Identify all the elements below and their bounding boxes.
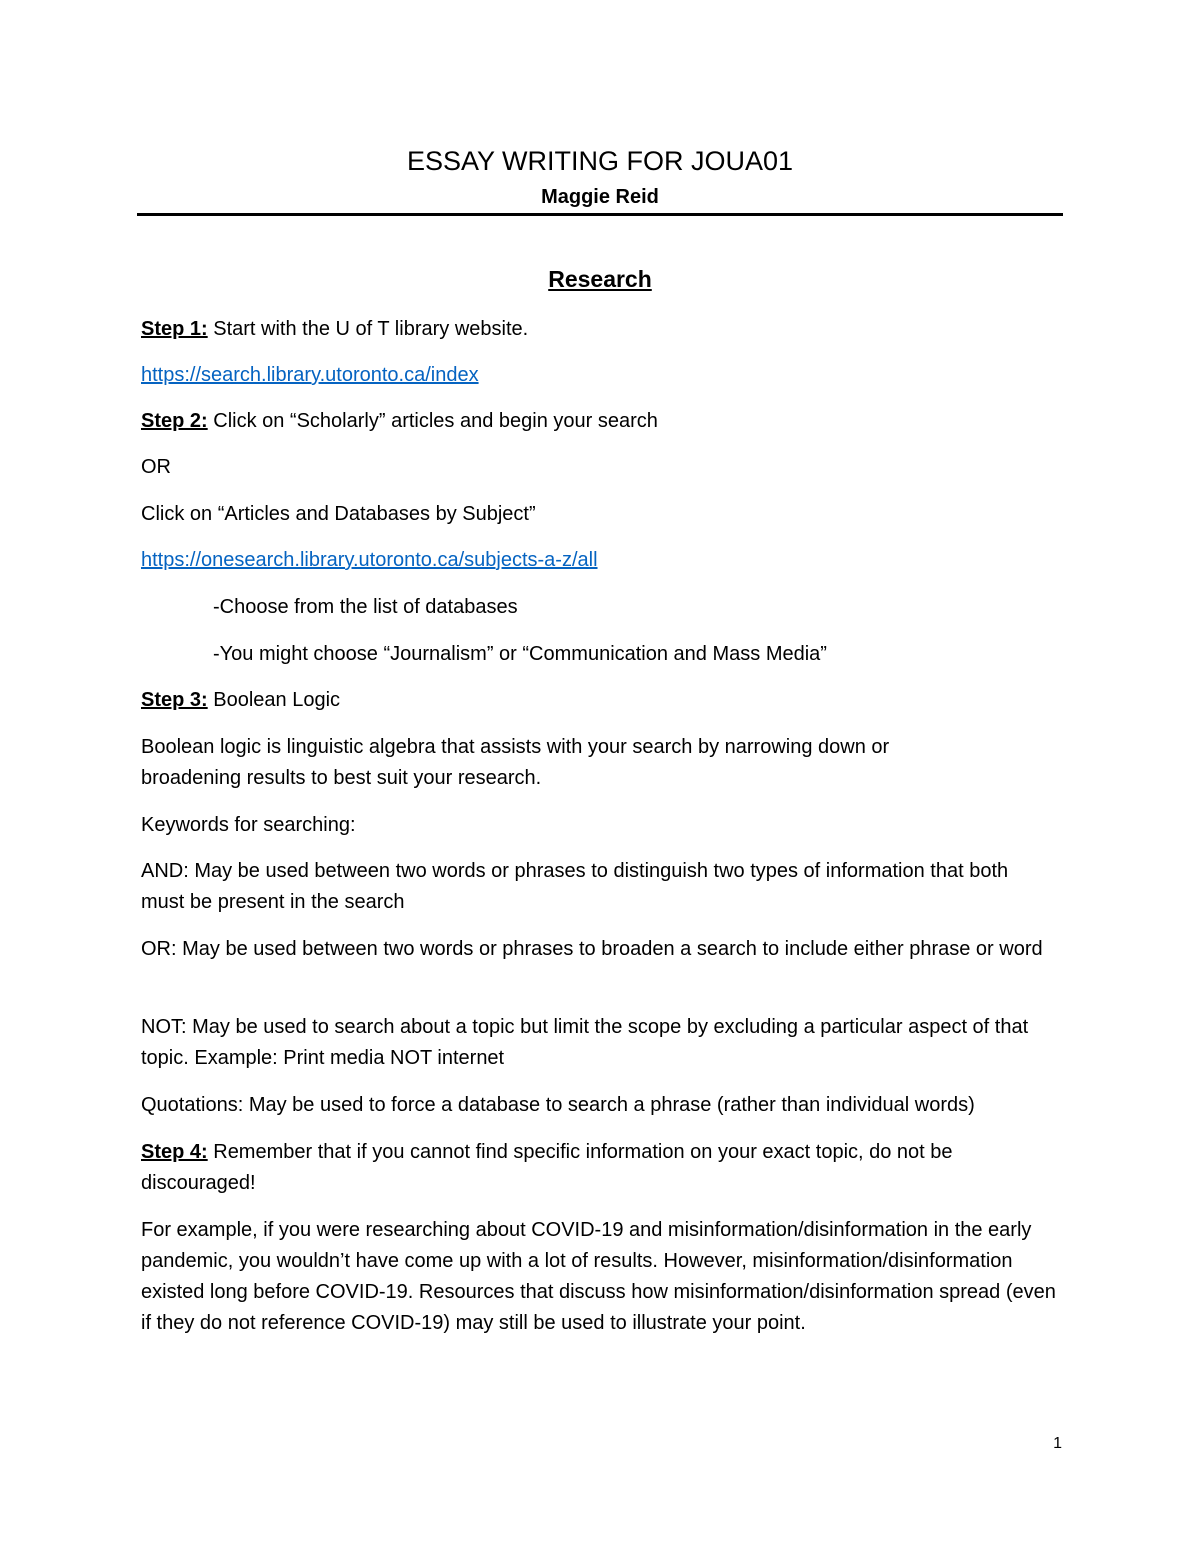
quotations-description: Quotations: May be used to force a database to search a phrase (rather than individual words) [141, 1094, 975, 1116]
or-description: OR: May be used between two words or phrases to broaden a search to include either phrase or word [141, 938, 1043, 960]
link-paragraph-2 [141, 545, 1066, 576]
header-divider [137, 213, 1063, 216]
example-paragraph: For example, if you were researching about COVID-19 and misinformation/disinformation in the early pandemic, you wouldn’t have come up with a lot of results. However, misinformation/disinformation existed long before COVID-19. Resources that discuss how misinformation/disinformation spread (even if they do not reference COVID-19) may still be used to illustrate your point. [141, 1219, 1056, 1334]
document-title: ESSAY WRITING FOR JOUA01 [406, 146, 794, 176]
author-name: Maggie Reid [541, 186, 659, 208]
section-heading-research: Research [548, 266, 652, 292]
choose-list-item: -Choose from the list of databases [213, 596, 518, 618]
step3-paragraph [141, 685, 1066, 716]
page-number: 1 [1053, 1435, 1062, 1452]
step3-label: Step 3: [141, 689, 208, 711]
might-choose-item: -You might choose “Journalism” or “Communication and Mass Media” [213, 643, 827, 665]
step2-text: Click on “Scholarly” articles and begin your search [207, 410, 658, 432]
step4-label: Step 4: [141, 1141, 208, 1163]
step1-label: Step 1: [141, 318, 208, 340]
subjects-az-link[interactable]: https://onesearch.library.utoronto.ca/subjects-a-z/all [141, 549, 598, 571]
step1-paragraph [141, 314, 1066, 345]
step4-paragraph [141, 1137, 1051, 1199]
keywords-label: Keywords for searching: [141, 814, 356, 836]
link-paragraph-1 [141, 360, 1066, 391]
or-paragraph: OR [141, 456, 171, 478]
click-articles-paragraph: Click on “Articles and Databases by Subject” [141, 503, 536, 525]
step2-paragraph [141, 406, 1066, 437]
step3-text: Boolean Logic [207, 689, 341, 711]
step1-text: Start with the U of T library website. [207, 318, 529, 340]
step2-label: Step 2: [141, 410, 208, 432]
not-description: NOT: May be used to search about a topic but limit the scope by excluding a particular aspect of that topic. Example: Print media NOT internet [141, 1016, 1029, 1069]
and-description: AND: May be used between two words or phrases to distinguish two types of information that both must be present in the search [141, 860, 1009, 913]
boolean-description: Boolean logic is linguistic algebra that assists with your search by narrowing down or broadening results to best suit your research. [141, 736, 890, 789]
library-search-link[interactable]: https://search.library.utoronto.ca/index [141, 364, 479, 386]
step4-text: Remember that if you cannot find specific information on your exact topic, do not be discouraged! [141, 1141, 953, 1194]
